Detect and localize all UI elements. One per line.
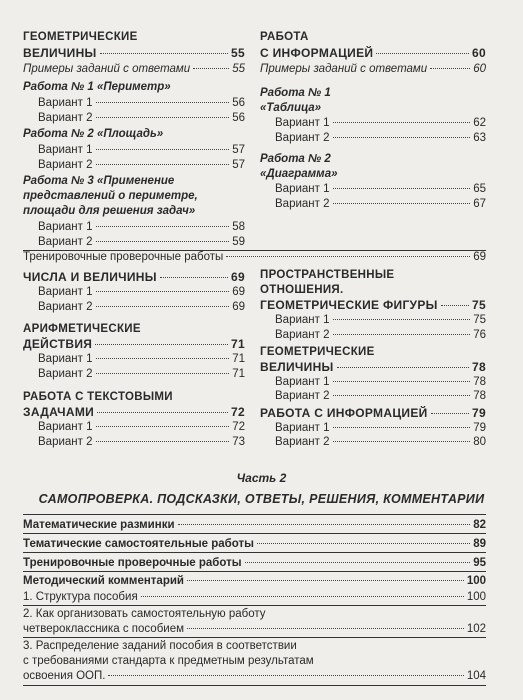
page-number: 65 (473, 183, 486, 195)
page-number: 75 (473, 314, 486, 326)
dot-leader (430, 68, 470, 69)
page-number: 104 (466, 670, 486, 682)
dot-leader (108, 675, 463, 676)
toc-entry[interactable] (260, 46, 486, 60)
toc-entry-label: Вариант 1 (38, 353, 93, 365)
toc-subheading: «Диаграмма» (260, 168, 338, 180)
toc-entry[interactable] (38, 111, 245, 125)
toc-entry-label: Вариант 1 (275, 117, 330, 129)
toc-subheading: Работа № 1 (260, 87, 331, 99)
toc-entry-label: Вариант 2 (38, 301, 93, 313)
dot-leader (257, 543, 470, 544)
toc-entry[interactable] (275, 313, 486, 327)
dot-leader (333, 334, 471, 335)
page-number: 78 (473, 390, 486, 402)
toc-heading: РАБОТА (260, 31, 309, 43)
toc-entry-label: Математические разминки (23, 519, 175, 531)
toc-entry-label: ГЕОМЕТРИЧЕСКИЕ ФИГУРЫ (260, 298, 438, 312)
toc-entry-label: Вариант 2 (275, 436, 330, 448)
page-number: 72 (232, 421, 245, 433)
toc-entry[interactable] (38, 300, 245, 314)
dot-leader (96, 102, 230, 103)
toc-entry[interactable] (275, 389, 486, 403)
toc-entry-label: Вариант 2 (275, 198, 330, 210)
dot-leader (193, 68, 229, 69)
dot-leader (333, 395, 471, 396)
page-number: 56 (232, 97, 245, 109)
toc-entry[interactable] (23, 556, 486, 570)
toc-entry-label: Примеры заданий с ответами (23, 63, 191, 75)
toc-subheading: «Таблица» (260, 102, 322, 114)
dot-leader (333, 188, 471, 189)
dot-leader (333, 441, 471, 442)
page-number: 78 (473, 376, 486, 388)
toc-entry-label: Тренировочные проверочные работы (23, 251, 224, 263)
toc-entry-label: четвероклассника с пособием (23, 623, 185, 635)
toc-entry[interactable] (23, 46, 245, 60)
dot-leader (333, 319, 471, 320)
dot-leader (141, 596, 464, 597)
dot-leader (96, 149, 230, 150)
toc-entry-label: Вариант 1 (38, 221, 93, 233)
toc-subheading: Работа № 2 «Площадь» (23, 128, 164, 140)
toc-entry-label: 3. Распределение заданий пособия в соответствии (23, 640, 297, 652)
toc-entry-label: Вариант 1 (38, 97, 93, 109)
divider (23, 552, 486, 553)
dot-leader (431, 413, 470, 414)
toc-entry[interactable] (260, 298, 486, 312)
toc-entry[interactable] (23, 270, 245, 284)
divider (23, 637, 486, 638)
toc-entry[interactable] (38, 96, 245, 110)
dot-leader (96, 291, 230, 292)
toc-entry[interactable] (275, 116, 486, 130)
toc-heading: ПРОСТРАНСТВЕННЫЕ (260, 269, 395, 281)
dot-leader (96, 373, 230, 374)
toc-entry-label: ЧИСЛА И ВЕЛИЧИНЫ (23, 270, 157, 284)
page-number: 69 (231, 270, 245, 284)
dot-leader (96, 226, 230, 227)
divider (23, 605, 486, 606)
page-number: 95 (473, 557, 486, 569)
toc-subheading: площади для решения задач» (23, 205, 196, 217)
toc-entry[interactable] (23, 62, 245, 76)
part-subtitle: САМОПРОВЕРКА. ПОДСКАЗКИ, ОТВЕТЫ, РЕШЕНИЯ, КОММЕНТАРИИ (38, 492, 485, 506)
toc-entry-label: Вариант 1 (38, 286, 93, 298)
toc-entry-label: Вариант 1 (38, 421, 93, 433)
page-number: 62 (473, 117, 486, 129)
divider (23, 685, 486, 686)
dot-leader (333, 203, 471, 204)
dot-leader (96, 358, 230, 359)
dot-leader (333, 427, 471, 428)
toc-entry[interactable] (38, 220, 245, 234)
toc-subheading: представлений о периметре, (23, 190, 198, 202)
divider (23, 533, 486, 534)
divider (23, 571, 486, 572)
toc-entry-label: 2. Как организовать самостоятельную работу (23, 608, 266, 620)
toc-heading: ГЕОМЕТРИЧЕСКИЕ (260, 346, 375, 358)
toc-subheading: Работа № 3 «Применение (23, 175, 175, 187)
dot-leader (96, 241, 230, 242)
toc-entry[interactable] (275, 421, 486, 435)
toc-entry-label: Вариант 1 (38, 144, 93, 156)
page-number: 56 (232, 112, 245, 124)
toc-entry-label: с требованиями стандарта к предметным результатам (23, 655, 314, 667)
dot-leader (333, 381, 471, 382)
toc-entry[interactable] (38, 235, 245, 249)
dot-leader (96, 441, 230, 442)
dot-leader (96, 164, 230, 165)
toc-entry[interactable] (23, 622, 486, 636)
toc-entry[interactable] (23, 537, 486, 551)
dot-leader (100, 53, 228, 54)
page-number: 72 (231, 405, 245, 419)
toc-entry[interactable] (23, 518, 486, 532)
toc-entry-label: ВЕЛИЧИНЫ (260, 360, 334, 374)
dot-leader (96, 117, 230, 118)
toc-entry-label: Тематические самостоятельные работы (23, 538, 254, 550)
toc-entry[interactable] (275, 435, 486, 449)
page-number: 71 (232, 353, 245, 365)
toc-entry-label: Тренировочные проверочные работы (23, 557, 242, 569)
toc-entry[interactable] (275, 375, 486, 389)
toc-entry-label: Вариант 1 (275, 422, 330, 434)
toc-entry[interactable] (38, 367, 245, 381)
toc-entry-label: Вариант 1 (275, 314, 330, 326)
toc-entry[interactable] (260, 406, 486, 420)
page-number: 63 (473, 132, 486, 144)
page-number: 100 (466, 575, 486, 587)
dot-leader (95, 344, 228, 345)
page-number: 55 (232, 63, 245, 75)
page-number: 71 (232, 368, 245, 380)
toc-heading: ГЕОМЕТРИЧЕСКИЕ (23, 31, 138, 43)
page-number: 80 (473, 436, 486, 448)
toc-entry-label: Вариант 2 (38, 236, 93, 248)
toc-entry-label: Вариант 2 (275, 132, 330, 144)
toc-entry[interactable] (38, 435, 245, 449)
toc-entry-label: Вариант 1 (275, 183, 330, 195)
toc-entry-label: освоения ООП. (23, 670, 106, 682)
toc-entry-label: Вариант 2 (38, 159, 93, 171)
toc-entry[interactable] (23, 574, 486, 588)
page-number: 57 (232, 144, 245, 156)
toc-entry[interactable] (38, 158, 245, 172)
toc-entry-label: С ИНФОРМАЦИЕЙ (260, 46, 374, 60)
dot-leader (187, 628, 464, 629)
page-number: 79 (473, 422, 486, 434)
page-number: 57 (232, 159, 245, 171)
dot-leader (187, 580, 464, 581)
toc-entry[interactable] (275, 328, 486, 342)
toc-entry[interactable] (275, 131, 486, 145)
toc-entry[interactable] (260, 62, 486, 76)
page-number: 59 (232, 236, 245, 248)
part-title: Часть 2 (236, 471, 287, 485)
toc-entry[interactable] (38, 420, 245, 434)
toc-heading: РАБОТА С ТЕКСТОВЫМИ (23, 391, 173, 403)
page-number: 60 (472, 46, 486, 60)
toc-entry-label: РАБОТА С ИНФОРМАЦИЕЙ (260, 406, 428, 420)
toc-heading: ОТНОШЕНИЯ. (260, 284, 344, 296)
page-number: 55 (231, 46, 245, 60)
dot-leader (337, 367, 469, 368)
toc-entry[interactable] (38, 352, 245, 366)
toc-entry[interactable] (275, 182, 486, 196)
toc-entry-label: Методический комментарий (23, 575, 184, 587)
toc-entry-label: ЗАДАЧАМИ (23, 405, 95, 419)
dot-leader (376, 53, 469, 54)
toc-entry-label: 1. Структура пособия (23, 591, 138, 603)
toc-entry[interactable] (23, 337, 245, 351)
toc-entry[interactable] (23, 669, 486, 683)
page-number: 79 (472, 406, 486, 420)
toc-entry-label: Примеры заданий с ответами (260, 63, 428, 75)
toc-entry[interactable] (260, 360, 486, 374)
dot-leader (178, 524, 471, 525)
page-number: 73 (232, 436, 245, 448)
dot-leader (333, 137, 471, 138)
dot-leader (333, 122, 471, 123)
divider (23, 514, 486, 515)
toc-heading: АРИФМЕТИЧЕСКИЕ (23, 323, 141, 335)
page-number: 58 (232, 221, 245, 233)
page-number: 69 (232, 286, 245, 298)
toc-entry-label: Вариант 2 (275, 329, 330, 341)
page-number: 76 (473, 329, 486, 341)
page-number: 71 (231, 337, 245, 351)
page-number: 102 (466, 623, 486, 635)
page-number: 60 (473, 63, 486, 75)
dot-leader (245, 562, 471, 563)
dot-leader (160, 277, 228, 278)
toc-entry[interactable] (23, 590, 486, 604)
dot-leader (96, 426, 230, 427)
dot-leader (226, 256, 470, 257)
page-number: 75 (472, 298, 486, 312)
toc-entry-label: ДЕЙСТВИЯ (23, 337, 93, 351)
toc-entry[interactable] (23, 405, 245, 419)
page-number: 89 (473, 538, 486, 550)
toc-entry-label: Вариант 1 (275, 376, 330, 388)
dot-leader (97, 412, 228, 413)
toc-entry-label: ВЕЛИЧИНЫ (23, 46, 97, 60)
toc-entry-label: Вариант 2 (38, 368, 93, 380)
page-number: 100 (466, 591, 486, 603)
toc-entry[interactable] (23, 250, 486, 264)
page-number: 69 (232, 301, 245, 313)
toc-entry[interactable] (275, 197, 486, 211)
toc-entry-label: Вариант 2 (38, 112, 93, 124)
toc-entry[interactable] (38, 285, 245, 299)
toc-subheading: Работа № 2 (260, 153, 331, 165)
page-number: 82 (473, 519, 486, 531)
dot-leader (96, 306, 230, 307)
page-number: 69 (473, 251, 486, 263)
toc-entry-label: Вариант 2 (38, 436, 93, 448)
toc-entry[interactable] (38, 143, 245, 157)
page-number: 67 (473, 198, 486, 210)
dot-leader (441, 305, 469, 306)
page-number: 78 (472, 360, 486, 374)
toc-subheading: Работа № 1 «Периметр» (23, 81, 171, 93)
toc-entry-label: Вариант 2 (275, 390, 330, 402)
